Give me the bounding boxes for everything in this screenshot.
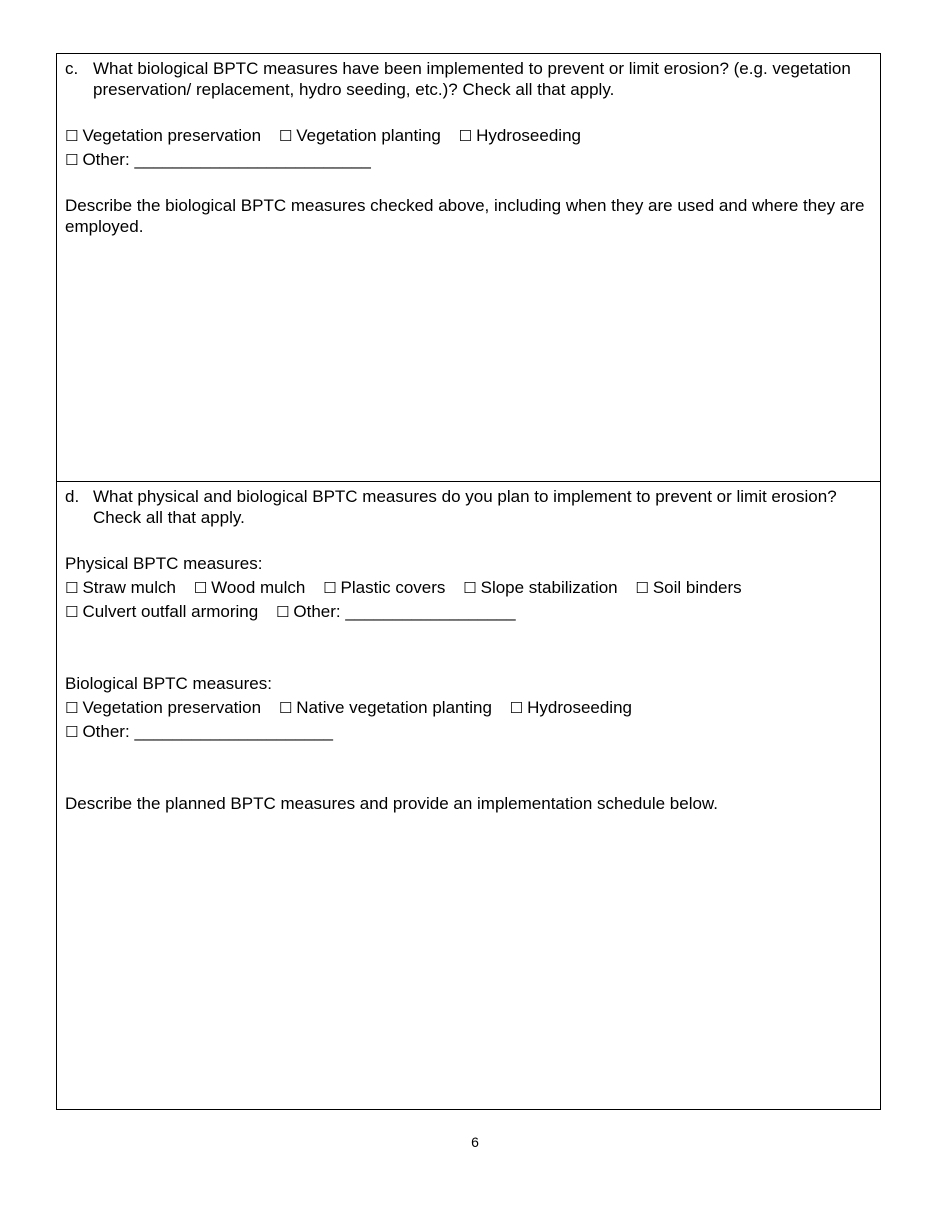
checkbox-icon[interactable]: ☐ [65,127,79,145]
physical-options-row-2 [65,600,872,624]
checkbox-icon[interactable]: ☐ [275,603,290,621]
section-c [57,54,880,482]
d-option-plastic-covers[interactable]: ☐ Plastic covers [323,576,445,600]
biological-heading: Biological BPTC measures: [65,674,272,693]
checkbox-icon[interactable]: ☐ [323,579,337,597]
d-option-wood-mulch[interactable]: ☐ Wood mulch [194,576,306,600]
checkbox-icon[interactable]: ☐ [509,699,524,717]
biological-other-field[interactable]: _____________________ [134,722,333,741]
d-option-native-vegetation-planting[interactable]: ☐ Native vegetation planting [279,696,492,720]
physical-other-label: Other: [293,602,341,621]
biological-options-row [65,696,872,720]
question-d-text: What physical and biological BPTC measures do you plan to implement to prevent or limit erosion? Check all that apply. [93,487,837,527]
d-option-soil-binders[interactable]: ☐ Soil binders [635,576,741,600]
d-option-slope-stabilization[interactable]: ☐ Slope stabilization [463,576,617,600]
physical-options-row-1 [65,576,872,600]
page-number: 6 [471,1134,479,1150]
biological-other-label: Other: [82,722,130,741]
d-describe-prompt: Describe the planned BPTC measures and provide an implementation schedule below. [65,794,718,813]
question-d-label: d. [65,487,80,506]
c-describe-prompt: Describe the biological BPTC measures checked above, including when they are used and where they are employed. [65,196,865,236]
physical-other-field[interactable]: __________________ [345,602,516,621]
d-response-area[interactable] [65,816,872,1096]
d-option-straw-mulch[interactable]: ☐ Straw mulch [65,576,176,600]
checkbox-icon[interactable]: ☐ [65,723,79,741]
c-option-vegetation-planting[interactable]: ☐ Vegetation planting [279,124,441,148]
d-option-vegetation-preservation[interactable]: ☐ Vegetation preservation [65,696,261,720]
checkbox-icon[interactable]: ☐ [65,579,79,597]
c-option-hydroseeding[interactable]: ☐ Hydroseeding [459,124,581,148]
question-d [65,486,872,528]
c-option-vegetation-preservation[interactable]: ☐ Vegetation preservation [65,124,261,148]
d-option-hydroseeding[interactable]: ☐ Hydroseeding [510,696,632,720]
question-c-text: What biological BPTC measures have been implemented to prevent or limit erosion? (e.g. vegetation preservation/ replacement, hydro seeding, etc.)? Check all that apply. [93,59,851,99]
checkbox-icon[interactable]: ☐ [193,579,208,597]
c-other-field[interactable]: _________________________ [134,150,371,169]
biological-other-row [65,720,872,744]
c-other-label: Other: [82,150,130,169]
checkbox-icon[interactable]: ☐ [635,579,649,597]
checkbox-icon[interactable]: ☐ [65,603,79,621]
section-d [57,482,880,1109]
checkbox-icon[interactable]: ☐ [65,699,79,717]
d-option-culvert-outfall-armoring[interactable]: ☐ Culvert outfall armoring [65,600,258,624]
c-options-row [65,124,872,148]
checkbox-icon[interactable]: ☐ [463,579,477,597]
question-c [65,58,872,100]
c-response-area[interactable] [65,237,872,467]
form-table [56,53,881,1110]
physical-heading: Physical BPTC measures: [65,554,263,573]
question-c-label: c. [65,59,79,78]
checkbox-icon[interactable]: ☐ [278,699,293,717]
checkbox-icon[interactable]: ☐ [458,127,473,145]
checkbox-icon[interactable]: ☐ [278,127,293,145]
c-other-row [65,148,872,172]
checkbox-icon[interactable]: ☐ [65,151,79,169]
